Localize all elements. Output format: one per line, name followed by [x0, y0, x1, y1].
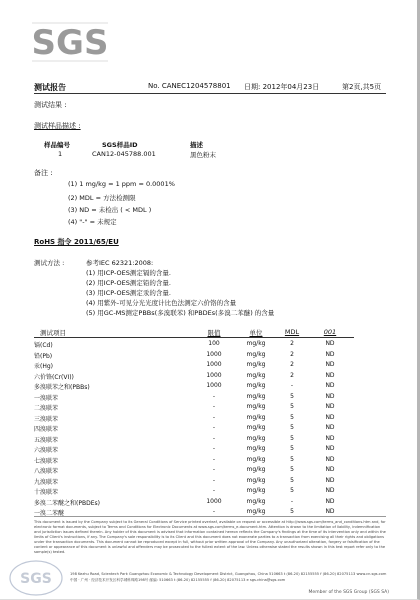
- cell-result: ND: [325, 361, 335, 368]
- cell-result: ND: [325, 497, 335, 505]
- cell-result: ND: [325, 476, 335, 484]
- cell-unit: mg/kg: [246, 487, 266, 494]
- table-row: [34, 466, 386, 476]
- table-row: [34, 456, 386, 466]
- cell-mdl: 5: [290, 476, 294, 484]
- cell-result: ND: [325, 487, 335, 494]
- method-item: (1) 用ICP-OES测定镉的含量.: [86, 269, 171, 277]
- note-item: (2) MDL = 方法检测限: [68, 194, 136, 202]
- col-header-limit: 限值: [207, 329, 221, 337]
- cell-result: ND: [325, 508, 335, 515]
- cell-unit: mg/kg: [246, 413, 266, 421]
- cell-mdl: 2: [290, 350, 294, 358]
- cell-limit: -: [212, 403, 216, 410]
- cell-limit: -: [212, 476, 216, 484]
- table-row: [34, 403, 386, 413]
- cell-limit: -: [212, 445, 216, 452]
- table-row: [34, 382, 386, 392]
- sample-desc: 黑色粉末: [190, 151, 216, 159]
- cell-result: ND: [325, 413, 335, 421]
- footer-address-cn: 中国 · 广州 · 经济技术开发区科学城科珠路198号 邮编: 510663 t (86-20) 82155555 f (86-20) 82075113 e sgs.china@sgs.com: [70, 578, 286, 582]
- method-item: (4) 用紫外-可见分光光度计比色法测定六价铬的含量: [86, 299, 237, 307]
- col-header-unit: 单位: [249, 329, 263, 337]
- sgs-logo-mark: [28, 14, 112, 66]
- cell-unit: mg/kg: [246, 371, 266, 379]
- cell-item: 一溴联苯: [34, 394, 59, 402]
- sgs-seal-logo: [6, 552, 70, 598]
- cell-unit: mg/kg: [246, 424, 266, 431]
- footer-disclaimer: This document is issued by the Company subject to its General Conditions of Service printed overleaf, available on request or accessible at http://www.sgs.com/terms_and_conditions.htm and, for electronic format documents, subject to Terms and Conditions for Electronic Documents at www.sgs.com/terms_e-document.htm. Attention is drawn to the limitation of liability, indemnification and jurisdiction issues defined therein. Any holder of this document is advised that information contained hereon reflects the Company's findings at the time of its intervention only and within the limits of Client's instructions, if any. The Company's sole responsibility is to its Client and this document does not exonerate parties to a transaction from exercising all their rights and obligations under the transaction documents. This document cannot be reproduced except in full, without prior written approval of the Company. Any unauthorized alteration, forgery or falsification of the content or appearance of this document is unlawful and offenders may be prosecuted to the fullest extent of the law. Unless otherwise stated the results shown in this test report refer only to the sample(s) tested.: [34, 520, 386, 554]
- cell-result: ND: [325, 445, 335, 452]
- cell-result: ND: [325, 455, 335, 463]
- cell-result: ND: [325, 434, 335, 442]
- sgs-member-note: Member of the SGS Group (SGS SA): [308, 590, 389, 595]
- sample-section-heading: 测试样品描述 :: [34, 122, 81, 130]
- report-number: No. CANEC1204578801: [148, 82, 231, 90]
- cell-mdl: 5: [290, 424, 294, 431]
- cell-unit: mg/kg: [246, 350, 266, 358]
- cell-item: 五溴联苯: [34, 436, 59, 444]
- cell-limit: -: [212, 508, 216, 515]
- cell-limit: -: [212, 466, 216, 473]
- cell-item: 十溴联苯: [34, 489, 59, 496]
- col-header-mdl: MDL: [284, 328, 300, 336]
- cell-unit: mg/kg: [246, 392, 266, 400]
- col-header-item: 测试项目: [40, 329, 66, 337]
- cell-limit: -: [212, 413, 216, 421]
- cell-item: 镉(Cd): [34, 342, 53, 349]
- method-item: (5) 用GC-MS测定PBBs(多溴联苯) 和PBDEs(多溴二苯醚) 的含量: [86, 309, 275, 317]
- cell-result: ND: [325, 350, 335, 358]
- sample-id: CAN12-045788.001: [92, 150, 156, 158]
- cell-mdl: 2: [290, 340, 294, 347]
- cell-item: 四溴联苯: [34, 426, 59, 433]
- cell-unit: mg/kg: [246, 382, 266, 389]
- cell-limit: 1000: [206, 350, 222, 358]
- cell-mdl: 5: [290, 508, 294, 515]
- note-item: (4) "-" = 未规定: [68, 218, 117, 226]
- cell-item: 二溴联苯: [34, 405, 59, 412]
- method-label: 测试方法 :: [34, 259, 65, 267]
- cell-unit: mg/kg: [246, 466, 266, 473]
- table-row: [34, 372, 386, 382]
- method-item: (3) 用ICP-OES测定汞的含量.: [86, 289, 171, 297]
- cell-mdl: -: [290, 497, 294, 505]
- table-row: [34, 414, 386, 424]
- cell-result: ND: [325, 340, 335, 347]
- cell-result: ND: [325, 371, 335, 379]
- cell-result: ND: [325, 382, 335, 389]
- table-row: [34, 487, 386, 497]
- cell-mdl: 5: [290, 466, 294, 473]
- sample-col-id: SGS样品ID: [102, 141, 138, 149]
- cell-limit: -: [212, 392, 216, 400]
- cell-limit: 100: [208, 340, 220, 347]
- sgs-logo-text: SGS: [31, 23, 109, 63]
- note-item: (1) 1 mg/kg = 1 ppm = 0.0001%: [68, 180, 175, 188]
- cell-unit: mg/kg: [246, 476, 266, 484]
- cell-mdl: 2: [290, 371, 294, 379]
- table-row: [34, 351, 386, 361]
- cell-item: 六溴联苯: [34, 447, 59, 454]
- table-row: [34, 424, 386, 434]
- result-label: 测试结果 :: [34, 101, 67, 109]
- header-divider: [34, 93, 386, 94]
- cell-unit: mg/kg: [246, 508, 266, 515]
- cell-unit: mg/kg: [246, 497, 266, 505]
- cell-item: 七溴联苯: [34, 457, 59, 465]
- cell-limit: -: [212, 434, 216, 442]
- table-row: [34, 435, 386, 445]
- cell-mdl: 5: [290, 403, 294, 410]
- cell-item: 一溴二苯醚: [34, 510, 65, 517]
- sample-col-no: 样品编号: [44, 141, 70, 149]
- cell-item: 三溴联苯: [34, 415, 59, 423]
- sample-col-desc: 描述: [190, 141, 203, 149]
- cell-mdl: 5: [290, 434, 294, 442]
- cell-result: ND: [325, 424, 335, 431]
- note-item: (3) ND = 未检出 ( < MDL ): [68, 206, 152, 214]
- cell-limit: 1000: [206, 361, 222, 368]
- cell-mdl: 2: [290, 361, 294, 368]
- cell-item: 六价铬(Cr(VI)): [34, 373, 74, 381]
- cell-item: 多溴二苯醚之和(PBDEs): [34, 499, 100, 507]
- footer-address-en: 198 Kezhu Road, Scientech Park Guangzhou Economic & Technology Development District, Guangzhou, China 510663 t (86-20) 82155555 f (86-20) 82075113 www.cn.sgs.com: [70, 572, 387, 576]
- cell-limit: 1000: [206, 371, 222, 379]
- cell-mdl: 5: [290, 455, 294, 463]
- cell-item: 九溴联苯: [34, 478, 59, 486]
- table-row: [34, 393, 386, 403]
- cell-unit: mg/kg: [246, 361, 266, 368]
- method-item: (2) 用ICP-OES测定铅的含量.: [86, 279, 171, 287]
- sample-no: 1: [58, 150, 63, 158]
- cell-unit: mg/kg: [246, 403, 266, 410]
- notes-label: 备注 :: [34, 169, 53, 177]
- cell-item: 多溴联苯之和(PBBs): [34, 384, 90, 391]
- table-row: [34, 498, 386, 508]
- cell-limit: 1000: [206, 497, 222, 505]
- cell-mdl: 5: [290, 392, 294, 400]
- cell-limit: 1000: [206, 382, 222, 389]
- table-row: [34, 445, 386, 455]
- cell-unit: mg/kg: [246, 434, 266, 442]
- cell-unit: mg/kg: [246, 340, 266, 347]
- cell-item: 八溴联苯: [34, 468, 59, 475]
- table-row: [34, 477, 386, 487]
- cell-limit: -: [212, 424, 216, 431]
- seal-text: SGS: [20, 571, 52, 587]
- cell-item: 铅(Pb): [34, 352, 53, 360]
- method-item: 参考IEC 62321:2008:: [86, 259, 154, 267]
- cell-limit: -: [212, 487, 216, 494]
- rohs-heading: RoHS 指令 2011/65/EU: [34, 238, 119, 246]
- page-indicator: 第2页,共5页: [342, 83, 382, 91]
- table-header-rule: [34, 337, 354, 338]
- col-header-result: 001: [323, 328, 337, 336]
- cell-mdl: 5: [290, 445, 294, 452]
- cell-result: ND: [325, 403, 335, 410]
- report-date: 日期: 2012年04月23日: [244, 83, 320, 91]
- cell-mdl: 5: [290, 413, 294, 421]
- table-row: [34, 361, 386, 371]
- cell-mdl: -: [290, 382, 294, 389]
- cell-mdl: 5: [290, 487, 294, 494]
- sgs-logo: [28, 14, 112, 66]
- report-title: 测试报告: [34, 83, 66, 92]
- cell-item: 汞(Hg): [34, 363, 54, 370]
- footer-divider: [34, 516, 386, 517]
- cell-unit: mg/kg: [246, 445, 266, 452]
- cell-result: ND: [325, 392, 335, 400]
- cell-result: ND: [325, 466, 335, 473]
- cell-limit: -: [212, 455, 216, 463]
- table-row: [34, 340, 386, 350]
- cell-unit: mg/kg: [246, 455, 266, 463]
